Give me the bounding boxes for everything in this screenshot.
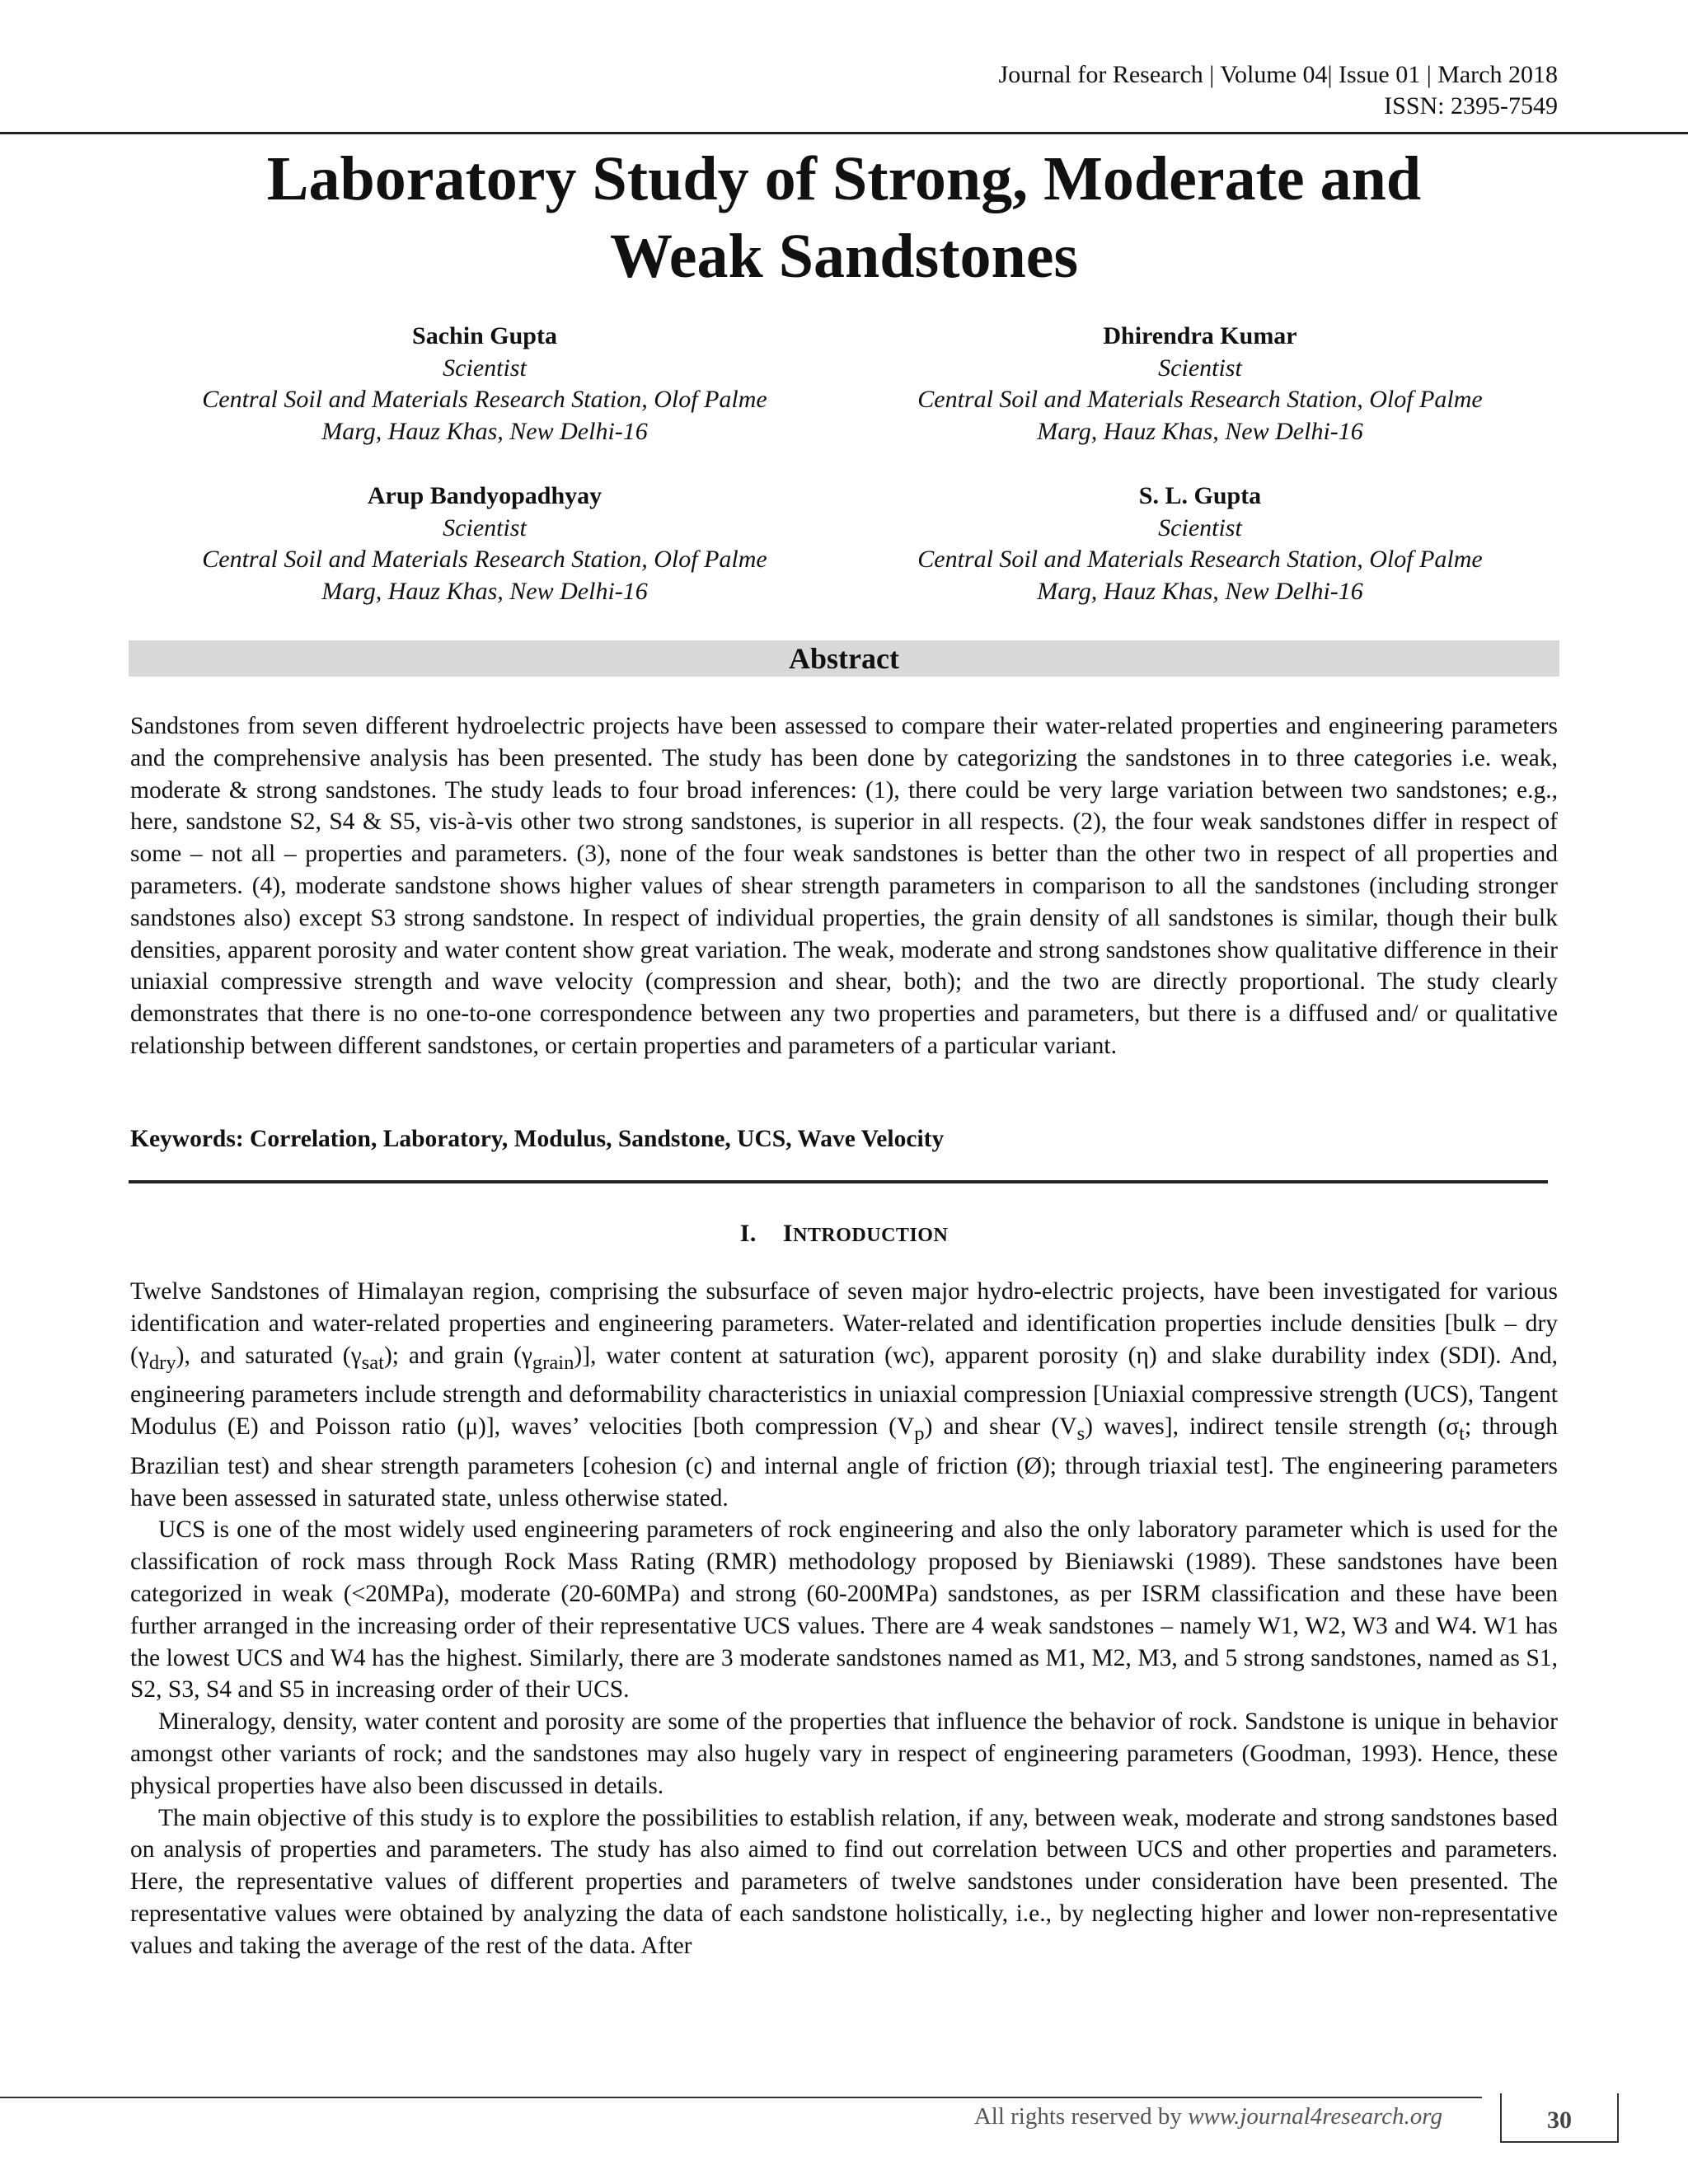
author-block-2 [870,321,1530,448]
section-heading [0,1218,1688,1251]
author-name: Sachin Gupta [412,322,557,349]
author-name: S. L. Gupta [1138,482,1262,509]
abstract-text: Sandstones from seven different hydroelectric projects have been assessed to compare their water-related properties and engineering parameters and the comprehensive analysis has been presented. The study has been done by categorizing the sandstones in to three categories i.e. weak, moderate & strong sandstones. The study leads to four broad inferences: (1), there could be very large variation between two sandstones; e.g., here, sandstone S2, S4 & S5, vis-à-vis other two strong sandstones, is superior in all respects. (2), the four weak sandstones differ in respect of some – not all – properties and parameters. (3), none of the four weak sandstones is better than the other two in respect of all properties and parameters. (4), moderate sandstone shows higher values of shear strength parameters in comparison to all the sandstones (including stronger sandstones also) except S3 strong sandstone. In respect of individual properties, the grain density of all sandstones is similar, though their bulk densities, apparent porosity and water content show great variation. The weak, moderate and strong sandstones show qualitative difference in their uniaxial compressive strength and wave velocity (compression and shear, both); and the two are directly proportional. The study clearly demonstrates that there is no one-to-one correspondence between any two properties and parameters, but there is a diffused and/ or qualitative relationship between different sandstones, or certain properties and parameters of a particular variant. [130,713,1558,1059]
text-run: ) and shear (V [924,1413,1077,1441]
subscript: p [914,1422,925,1445]
section-number: I. [739,1220,757,1247]
author-affiliation: Central Soil and Materials Research Station, Olof Palme [202,546,767,573]
intro-paragraph-2: UCS is one of the most widely used engineering parameters of rock engineering and also the only laboratory parameter which is used for the classification of rock mass through Rock Mass Rating (RMR) methodology proposed by Bieniawski (1989). These sandstones have been categorized in weak (<20MPa), moderate (20-60MPa) and strong (60-200MPa) sandstones, as per ISRM classification and these have been further arranged in the increasing order of their representative UCS values. There are 4 weak sandstones – namely W1, W2, W3 and W4. W1 has the lowest UCS and W4 has the highest. Similarly, there are 3 moderate sandstones named as M1, M2, M3, and 5 strong sandstones, named as S1, S2, S3, S4 and S5 in increasing order of their UCS. [130,1516,1558,1704]
text-run: ) waves], indirect tensile strength (σ [1085,1413,1460,1441]
text-run: ), and saturated (γ [176,1342,362,1369]
paper-title [0,140,1688,295]
author-role: Scientist [1158,513,1242,541]
text-run: ; through Brazilian test) and shear strength parameters [cohesion (c) and internal angle of friction (Ø); through triaxial test]. The engineering parameters have been assessed in saturated state, unless otherwise stated. [130,1413,1558,1511]
author-block-1 [155,321,814,448]
author-affiliation: Central Soil and Materials Research Station, Olof Palme [917,546,1483,573]
text-run: Twelve Sandstones of Himalayan region, comprising the subsurface of seven major hydro-electric projects, have been investigated for various identification and water-related properties and engineering parameters. Water-related and identification properties include densities [bulk – dry (γ [130,1278,1558,1369]
author-name: Arup Bandyopadhyay [367,482,603,509]
text-run: )], water content at saturation (wc), apparent porosity (η) and slake durability index (SDI). And, engineering parameters include strength and deformability characteristics in uniaxial compression [Uniaxial compressive strength (UCS), Tangent Modulus (E) and Poisson ratio (μ)], waves’ velocities [both compression (V [130,1342,1558,1441]
author-affiliation: Central Soil and Materials Research Station, Olof Palme [202,386,767,413]
keywords: Keywords: Correlation, Laboratory, Modulus, Sandstone, UCS, Wave Velocity [130,1126,945,1152]
page-number: 30 [1500,2093,1619,2143]
subscript: sat [361,1351,384,1374]
footer-divider [0,2097,1482,2098]
title-line-2: Weak Sandstones [609,222,1079,291]
journal-header [999,59,1558,122]
author-address: Marg, Hauz Khas, New Delhi-16 [321,577,648,605]
author-affiliation: Central Soil and Materials Research Station, Olof Palme [917,386,1483,413]
footer-rights [907,2100,1442,2133]
header-divider [0,132,1688,134]
subscript: grain [532,1351,574,1374]
section-divider [129,1180,1548,1183]
author-address: Marg, Hauz Khas, New Delhi-16 [1037,577,1363,605]
subscript: t [1459,1422,1465,1445]
issn-line: ISSN: 2395-7549 [1384,92,1558,120]
subscript: s [1076,1422,1085,1445]
intro-paragraph-3: Mineralogy, density, water content and porosity are some of the properties that influence the behavior of rock. Sandstone is unique in behavior amongst other variants of rock; and the sandstones may also hugely vary in respect of engineering parameters (Goodman, 1993). Hence, these physical properties have also been discussed in details. [130,1708,1558,1799]
title-line-1: Laboratory Study of Strong, Moderate and [266,144,1422,213]
text-run: ); and grain (γ [383,1342,532,1369]
author-address: Marg, Hauz Khas, New Delhi-16 [1037,417,1363,445]
author-role: Scientist [443,513,527,541]
author-block-3 [155,480,814,607]
author-role: Scientist [1158,354,1242,382]
subscript: dry [148,1351,176,1374]
journal-url-link[interactable]: www.journal4research.org [1188,2103,1442,2130]
section-title-initial: I [782,1220,794,1247]
journal-line: Journal for Research | Volume 04| Issue 01 | March 2018 [998,61,1558,88]
rights-text: All rights reserved by [973,2103,1189,2130]
abstract-heading: Abstract [129,640,1559,677]
author-address: Marg, Hauz Khas, New Delhi-16 [321,417,648,445]
author-block-4 [870,480,1530,607]
introduction-body [130,1276,1558,1962]
section-title-rest: NTRODUCTION [793,1225,949,1246]
intro-paragraph-4: The main objective of this study is to explore the possibilities to establish relation, if any, between weak, moderate and strong sandstones based on analysis of properties and parameters. The study has also aimed to find out correlation between UCS and other properties and parameters. Here, the representative values of different properties and parameters of twelve sandstones under consideration have been presented. The representative values were obtained by analyzing the data of each sandstone holistically, i.e., by neglecting higher and lower non-representative values and taking the average of the rest of the data. After [130,1804,1558,1959]
intro-paragraph-1 [130,1276,1558,1514]
author-name: Dhirendra Kumar [1103,322,1297,349]
author-role: Scientist [443,354,527,382]
